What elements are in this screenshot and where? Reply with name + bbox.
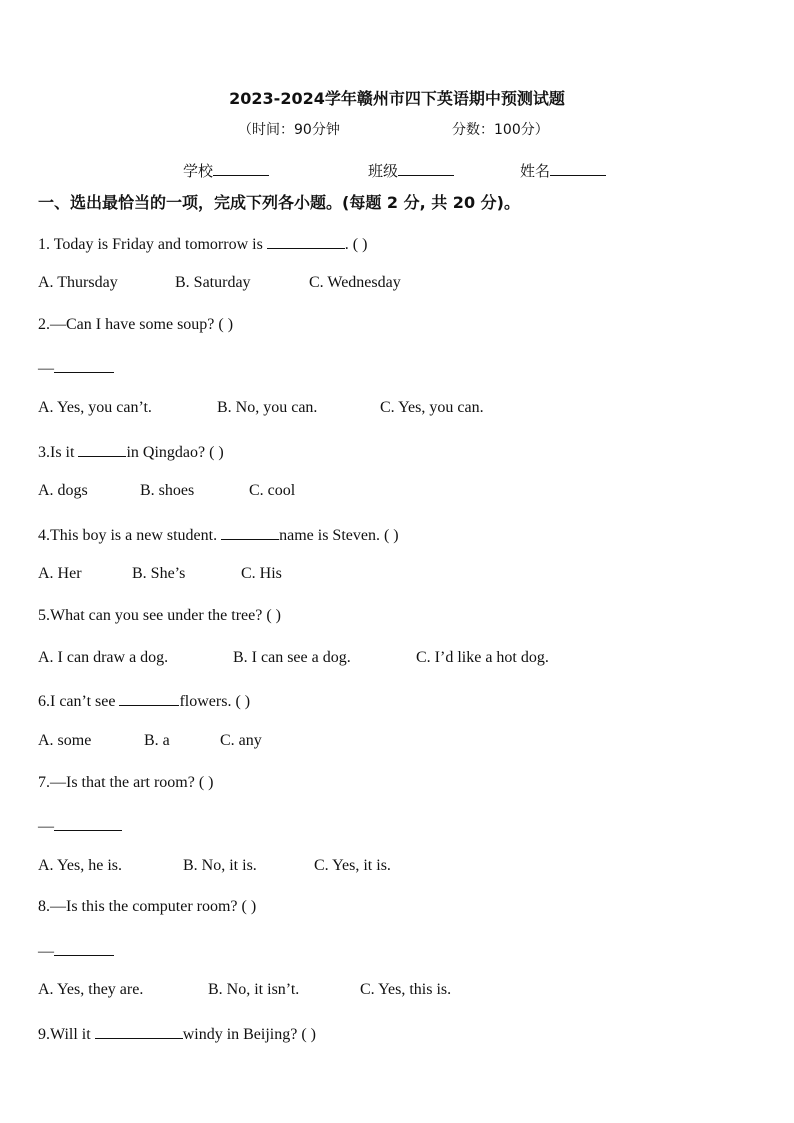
question-1-option-b[interactable]: B. Saturday xyxy=(175,274,251,291)
question-1-stem-a: 1. Today is Friday and tomorrow is xyxy=(38,236,267,253)
question-8-option-a[interactable]: A. Yes, they are. xyxy=(38,981,144,998)
question-7 xyxy=(38,774,214,792)
question-1-options xyxy=(38,274,401,292)
question-3-option-c[interactable]: C. cool xyxy=(249,482,296,499)
question-8-dash: — xyxy=(38,943,54,960)
question-2-stem: 2.—Can I have some soup? ( ) xyxy=(38,316,234,333)
question-8-stem: 8.—Is this the computer room? ( ) xyxy=(38,898,257,915)
question-6-stem-a: 6.I can’t see xyxy=(38,693,120,710)
question-5-option-a[interactable]: A. I can draw a dog. xyxy=(38,649,169,666)
question-6 xyxy=(38,690,250,711)
question-4-options xyxy=(38,565,282,583)
question-6-option-c[interactable]: C. any xyxy=(220,732,262,749)
question-4-option-b[interactable]: B. She’s xyxy=(132,565,186,582)
question-5-stem: 5.What can you see under the tree? ( ) xyxy=(38,607,281,624)
question-4-stem-b: name is Steven. ( ) xyxy=(279,527,399,544)
question-2-option-c[interactable]: C. Yes, you can. xyxy=(380,399,484,416)
question-7-stem: 7.—Is that the art room? ( ) xyxy=(38,774,214,791)
question-2-options xyxy=(38,399,484,417)
question-8-options xyxy=(38,981,451,999)
exam-score: 分数：100分） xyxy=(452,122,549,138)
question-5-option-b[interactable]: B. I can see a dog. xyxy=(233,649,351,666)
question-5-option-c[interactable]: C. I’d like a hot dog. xyxy=(416,649,549,666)
school-field xyxy=(183,160,269,181)
question-8-option-b[interactable]: B. No, it isn’t. xyxy=(208,981,300,998)
question-1-stem-b: . ( ) xyxy=(344,236,368,253)
question-2-option-b[interactable]: B. No, you can. xyxy=(217,399,318,416)
question-7-option-b[interactable]: B. No, it is. xyxy=(183,857,257,874)
name-label: 姓名 xyxy=(520,162,551,180)
name-blank[interactable] xyxy=(550,161,606,176)
question-6-blank[interactable] xyxy=(119,690,179,706)
question-7-dash: — xyxy=(38,818,54,835)
section-heading: 一、选出最恰当的一项，完成下列各小题。(每题 2 分, 共 20 分)。 xyxy=(38,193,520,212)
question-1 xyxy=(38,233,367,254)
question-2-dash: — xyxy=(38,360,54,377)
question-3-stem-b: in Qingdao? ( ) xyxy=(126,444,224,461)
name-field xyxy=(520,160,606,181)
class-field xyxy=(368,160,454,181)
question-8 xyxy=(38,898,256,916)
question-6-option-a[interactable]: A. some xyxy=(38,732,92,749)
question-5-options xyxy=(38,649,549,667)
class-blank[interactable] xyxy=(398,161,454,176)
question-2-answer-blank[interactable] xyxy=(54,357,114,373)
question-8-answer xyxy=(38,940,114,961)
question-2-option-a[interactable]: A. Yes, you can’t. xyxy=(38,399,152,416)
question-9 xyxy=(38,1023,316,1044)
question-9-stem-a: 9.Will it xyxy=(38,1026,95,1043)
school-blank[interactable] xyxy=(213,161,269,176)
question-3-options xyxy=(38,482,295,500)
question-7-option-a[interactable]: A. Yes, he is. xyxy=(38,857,123,874)
question-1-option-a[interactable]: A. Thursday xyxy=(38,274,118,291)
question-3 xyxy=(38,441,224,462)
question-3-blank[interactable] xyxy=(78,441,126,457)
page-title: 2023-2024学年赣州市四下英语期中预测试题 xyxy=(229,89,565,108)
question-7-answer-blank[interactable] xyxy=(54,815,122,831)
question-9-stem-b: windy in Beijing? ( ) xyxy=(182,1026,316,1043)
question-4-blank[interactable] xyxy=(221,524,279,540)
question-9-blank[interactable] xyxy=(95,1023,183,1039)
question-2 xyxy=(38,316,233,334)
question-8-answer-blank[interactable] xyxy=(54,940,114,956)
question-8-option-c[interactable]: C. Yes, this is. xyxy=(360,981,452,998)
question-4-stem-a: 4.This boy is a new student. xyxy=(38,527,222,544)
exam-time: （时间：90分钟 xyxy=(238,122,340,138)
question-3-option-b[interactable]: B. shoes xyxy=(140,482,195,499)
question-7-option-c[interactable]: C. Yes, it is. xyxy=(314,857,391,874)
question-1-blank[interactable] xyxy=(267,233,345,249)
question-2-answer xyxy=(38,357,114,378)
question-4 xyxy=(38,524,399,545)
question-6-stem-b: flowers. ( ) xyxy=(179,693,251,710)
class-label: 班级 xyxy=(368,162,399,180)
question-4-option-c[interactable]: C. His xyxy=(241,565,282,582)
question-6-option-b[interactable]: B. a xyxy=(144,732,170,749)
question-5 xyxy=(38,607,281,625)
question-4-option-a[interactable]: A. Her xyxy=(38,565,82,582)
school-label: 学校 xyxy=(183,162,214,180)
question-3-option-a[interactable]: A. dogs xyxy=(38,482,88,499)
question-6-options xyxy=(38,732,262,750)
question-3-stem-a: 3.Is it xyxy=(38,444,79,461)
question-7-answer xyxy=(38,815,122,836)
question-7-options xyxy=(38,857,391,875)
question-1-option-c[interactable]: C. Wednesday xyxy=(309,274,401,291)
